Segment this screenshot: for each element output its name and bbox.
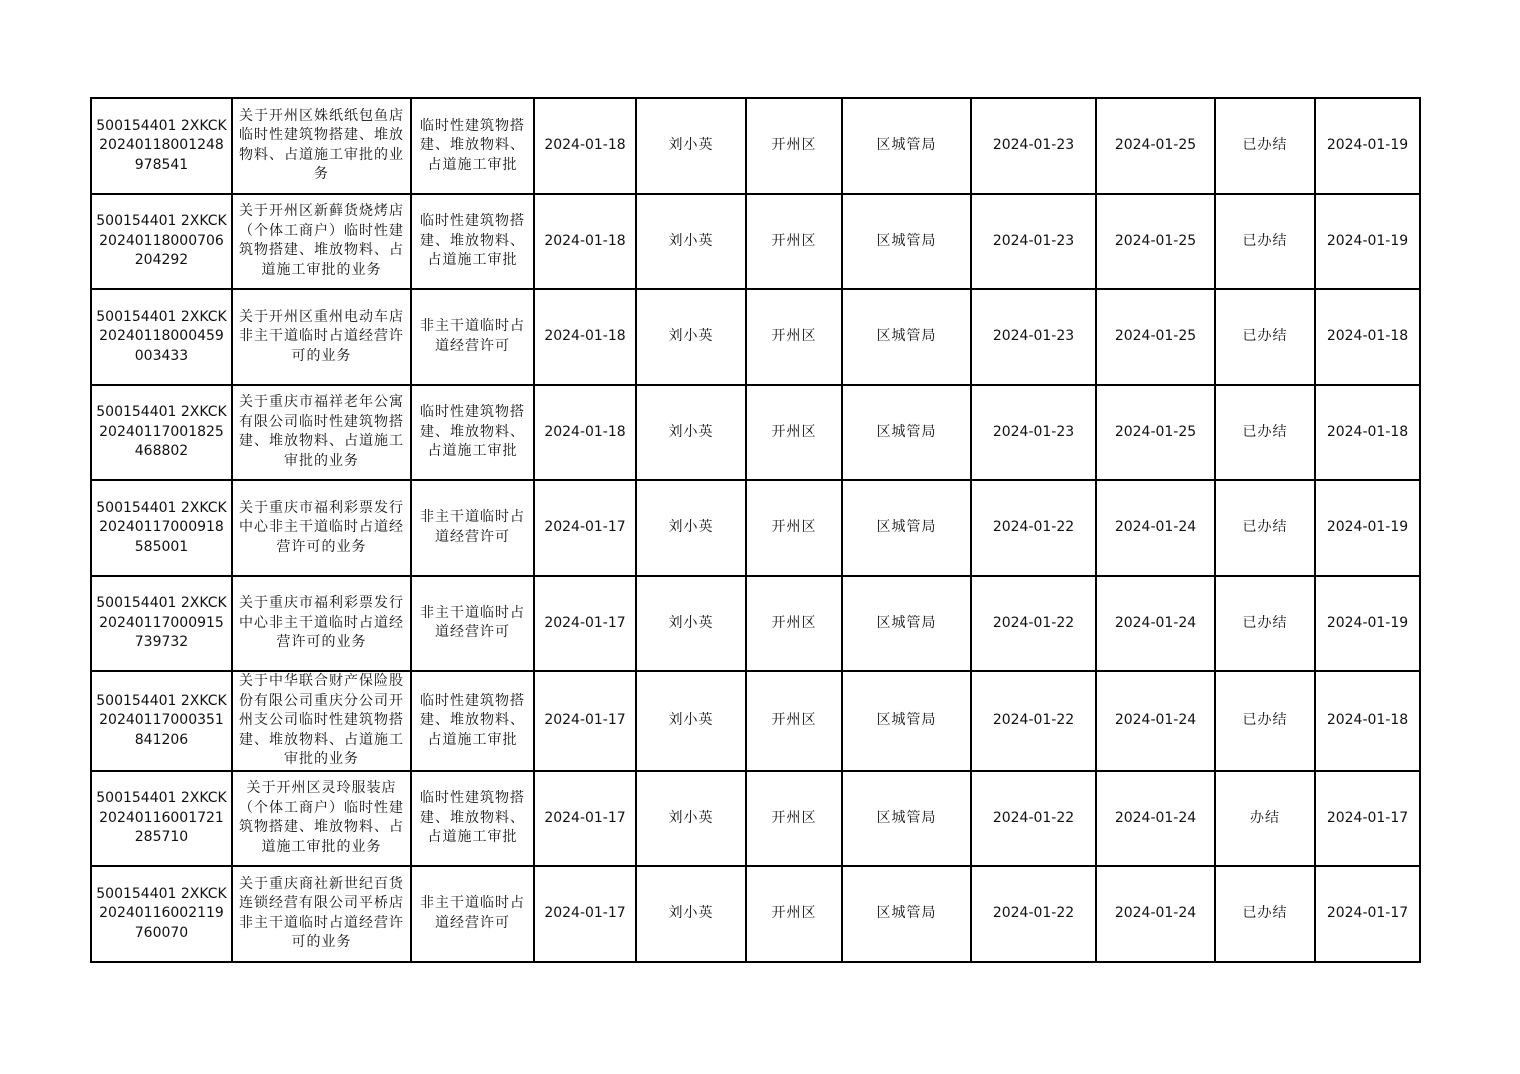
applicant-cell: 刘小英 [636,98,746,194]
table-row [91,771,1420,867]
promise-date-cell: 2024-01-22 [971,866,1096,962]
deadline-date-cell: 2024-01-24 [1096,771,1215,867]
promise-date-cell: 2024-01-22 [971,480,1096,576]
district-cell: 开州区 [746,771,842,867]
status-cell: 已办结 [1215,98,1315,194]
records-table [90,97,1421,963]
matter-name-cell: 关于开州区新藓货烧烤店（个体工商户）临时性建筑物搭建、堆放物料、占道施工审批的业务 [232,194,411,290]
finish-date-cell: 2024-01-17 [1315,866,1420,962]
promise-date-cell: 2024-01-23 [971,194,1096,290]
record-id-cell: 500154401 2XKCK20240117000915739732 [91,576,232,672]
promise-date-cell: 2024-01-22 [971,771,1096,867]
matter-name-cell: 关于重庆市福利彩票发行中心非主干道临时占道经营许可的业务 [232,576,411,672]
deadline-date-cell: 2024-01-24 [1096,866,1215,962]
status-cell: 已办结 [1215,480,1315,576]
deadline-date-cell: 2024-01-25 [1096,98,1215,194]
deadline-date-cell: 2024-01-24 [1096,671,1215,771]
apply-date-cell: 2024-01-18 [534,98,636,194]
apply-date-cell: 2024-01-18 [534,289,636,385]
finish-date-cell: 2024-01-19 [1315,194,1420,290]
district-cell: 开州区 [746,385,842,481]
apply-date-cell: 2024-01-17 [534,576,636,672]
matter-name-cell: 关于开州区姝纸纸包鱼店临时性建筑物搭建、堆放物料、占道施工审批的业务 [232,98,411,194]
matter-type-cell: 临时性建筑物搭建、堆放物料、占道施工审批 [411,98,534,194]
promise-date-cell: 2024-01-23 [971,385,1096,481]
applicant-cell: 刘小英 [636,771,746,867]
finish-date-cell: 2024-01-18 [1315,385,1420,481]
promise-date-cell: 2024-01-23 [971,289,1096,385]
matter-name-cell: 关于中华联合财产保险股份有限公司重庆分公司开州支公司临时性建筑物搭建、堆放物料、占道施工审批的业务 [232,671,411,771]
apply-date-cell: 2024-01-17 [534,866,636,962]
finish-date-cell: 2024-01-17 [1315,771,1420,867]
department-cell: 区城管局 [842,194,971,290]
deadline-date-cell: 2024-01-24 [1096,576,1215,672]
department-cell: 区城管局 [842,576,971,672]
status-cell: 办结 [1215,771,1315,867]
matter-type-cell: 临时性建筑物搭建、堆放物料、占道施工审批 [411,385,534,481]
district-cell: 开州区 [746,576,842,672]
matter-type-cell: 临时性建筑物搭建、堆放物料、占道施工审批 [411,194,534,290]
matter-type-cell: 临时性建筑物搭建、堆放物料、占道施工审批 [411,671,534,771]
matter-type-cell: 非主干道临时占道经营许可 [411,866,534,962]
status-cell: 已办结 [1215,671,1315,771]
table-row [91,385,1420,481]
department-cell: 区城管局 [842,671,971,771]
district-cell: 开州区 [746,671,842,771]
apply-date-cell: 2024-01-18 [534,385,636,481]
status-cell: 已办结 [1215,194,1315,290]
status-cell: 已办结 [1215,385,1315,481]
department-cell: 区城管局 [842,385,971,481]
record-id-cell: 500154401 2XKCK20240116001721285710 [91,771,232,867]
finish-date-cell: 2024-01-18 [1315,289,1420,385]
record-id-cell: 500154401 2XKCK20240117000918585001 [91,480,232,576]
department-cell: 区城管局 [842,866,971,962]
table-row [91,576,1420,672]
promise-date-cell: 2024-01-23 [971,98,1096,194]
district-cell: 开州区 [746,866,842,962]
applicant-cell: 刘小英 [636,866,746,962]
district-cell: 开州区 [746,289,842,385]
table-row [91,866,1420,962]
status-cell: 已办结 [1215,576,1315,672]
district-cell: 开州区 [746,98,842,194]
department-cell: 区城管局 [842,289,971,385]
applicant-cell: 刘小英 [636,480,746,576]
table-row [91,480,1420,576]
deadline-date-cell: 2024-01-25 [1096,385,1215,481]
applicant-cell: 刘小英 [636,385,746,481]
status-cell: 已办结 [1215,866,1315,962]
matter-name-cell: 关于重庆市福利彩票发行中心非主干道临时占道经营许可的业务 [232,480,411,576]
finish-date-cell: 2024-01-18 [1315,671,1420,771]
table-row [91,289,1420,385]
finish-date-cell: 2024-01-19 [1315,576,1420,672]
matter-name-cell: 关于开州区灵玲服装店（个体工商户）临时性建筑物搭建、堆放物料、占道施工审批的业务 [232,771,411,867]
matter-name-cell: 关于重庆市福祥老年公寓有限公司临时性建筑物搭建、堆放物料、占道施工审批的业务 [232,385,411,481]
deadline-date-cell: 2024-01-25 [1096,194,1215,290]
matter-name-cell: 关于开州区重州电动车店非主干道临时占道经营许可的业务 [232,289,411,385]
promise-date-cell: 2024-01-22 [971,576,1096,672]
record-id-cell: 500154401 2XKCK20240118000706204292 [91,194,232,290]
deadline-date-cell: 2024-01-24 [1096,480,1215,576]
district-cell: 开州区 [746,480,842,576]
finish-date-cell: 2024-01-19 [1315,98,1420,194]
matter-type-cell: 非主干道临时占道经营许可 [411,576,534,672]
promise-date-cell: 2024-01-22 [971,671,1096,771]
record-id-cell: 500154401 2XKCK20240118001248978541 [91,98,232,194]
applicant-cell: 刘小英 [636,194,746,290]
record-id-cell: 500154401 2XKCK20240118000459003433 [91,289,232,385]
status-cell: 已办结 [1215,289,1315,385]
district-cell: 开州区 [746,194,842,290]
deadline-date-cell: 2024-01-25 [1096,289,1215,385]
record-id-cell: 500154401 2XKCK20240117001825468802 [91,385,232,481]
department-cell: 区城管局 [842,98,971,194]
apply-date-cell: 2024-01-17 [534,771,636,867]
applicant-cell: 刘小英 [636,289,746,385]
matter-type-cell: 临时性建筑物搭建、堆放物料、占道施工审批 [411,771,534,867]
table-row [91,671,1420,771]
record-id-cell: 500154401 2XKCK20240117000351841206 [91,671,232,771]
record-id-cell: 500154401 2XKCK20240116002119760070 [91,866,232,962]
apply-date-cell: 2024-01-18 [534,194,636,290]
applicant-cell: 刘小英 [636,671,746,771]
apply-date-cell: 2024-01-17 [534,480,636,576]
matter-name-cell: 关于重庆商社新世纪百货连锁经营有限公司平桥店非主干道临时占道经营许可的业务 [232,866,411,962]
applicant-cell: 刘小英 [636,576,746,672]
apply-date-cell: 2024-01-17 [534,671,636,771]
department-cell: 区城管局 [842,771,971,867]
matter-type-cell: 非主干道临时占道经营许可 [411,480,534,576]
matter-type-cell: 非主干道临时占道经营许可 [411,289,534,385]
department-cell: 区城管局 [842,480,971,576]
finish-date-cell: 2024-01-19 [1315,480,1420,576]
table-body [91,98,1420,962]
table-row [91,194,1420,290]
table-row [91,98,1420,194]
